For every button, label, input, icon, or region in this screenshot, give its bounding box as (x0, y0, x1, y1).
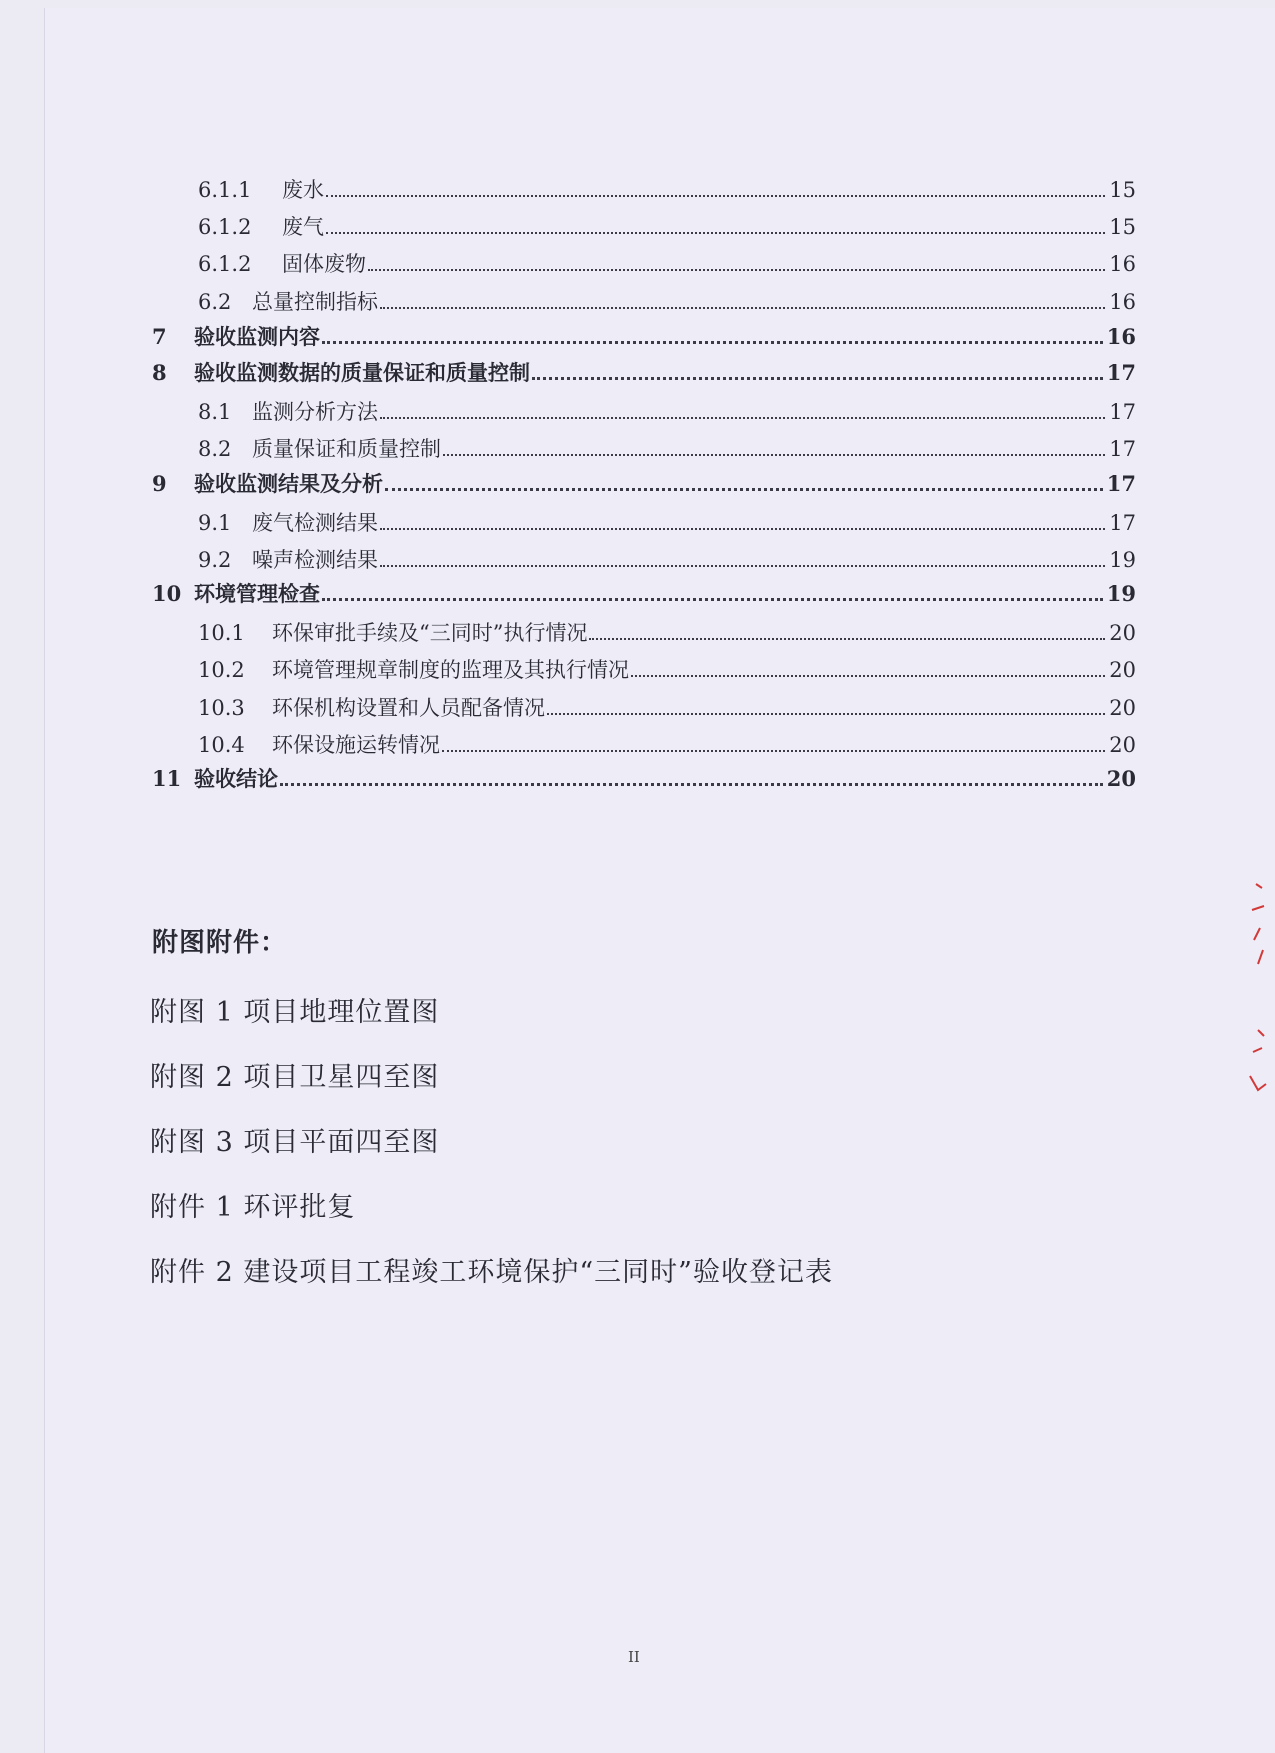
dot-leader (443, 453, 1105, 456)
toc-entry (152, 470, 1136, 498)
toc-entry-title: 废气检测结果 (252, 511, 378, 535)
toc-entry (198, 656, 1136, 684)
toc-entry-page: 15 (1109, 178, 1136, 202)
dot-leader (380, 306, 1105, 309)
dot-leader (532, 376, 1103, 380)
dot-leader (631, 674, 1105, 677)
toc-entry-number: 6.1.1 (198, 178, 252, 202)
toc-entry (198, 546, 1136, 574)
toc-entry-title: 固体废物 (282, 252, 366, 276)
toc-entry-number: 10.2 (198, 658, 245, 682)
dot-leader (380, 564, 1105, 567)
toc-entry-title: 环境管理规章制度的监理及其执行情况 (272, 658, 629, 682)
toc-entry-page: 20 (1109, 658, 1136, 682)
attachment-item: 附图 2 项目卫星四至图 (150, 1062, 440, 1093)
dot-leader (380, 416, 1105, 419)
dot-leader (385, 487, 1103, 491)
toc-entry-page: 19 (1109, 548, 1136, 572)
toc-entry-number: 6.1.2 (198, 252, 252, 276)
attachment-item: 附图 1 项目地理位置图 (150, 997, 440, 1028)
dot-leader (380, 527, 1105, 530)
toc-entry (198, 213, 1136, 241)
toc-entry-title: 验收监测结果及分析 (194, 471, 383, 496)
toc-entry-number: 10.3 (198, 696, 245, 720)
toc-entry (198, 731, 1136, 759)
toc-entry-page: 15 (1109, 215, 1136, 239)
toc-entry-title: 验收监测数据的质量保证和质量控制 (194, 360, 530, 385)
toc-entry-page: 17 (1109, 511, 1136, 535)
toc-entry (198, 435, 1136, 463)
toc-entry (198, 288, 1136, 316)
toc-entry-page: 16 (1106, 324, 1136, 349)
toc-entry-page: 17 (1106, 471, 1136, 496)
toc-entry-number: 6.1.2 (198, 215, 252, 239)
toc-entry-number: 10 (152, 581, 182, 606)
toc-entry-title: 环保设施运转情况 (272, 733, 440, 757)
toc-entry-title: 质量保证和质量控制 (252, 437, 441, 461)
toc-entry-title: 废水 (282, 178, 324, 202)
toc-entry-page: 17 (1109, 400, 1136, 424)
toc-entry-number: 10.1 (198, 621, 245, 645)
toc-entry-title: 环保机构设置和人员配备情况 (272, 696, 545, 720)
dot-leader (326, 231, 1105, 234)
toc-entry (198, 619, 1136, 647)
toc-entry-page: 20 (1109, 621, 1136, 645)
toc-entry-number: 8 (152, 360, 167, 385)
toc-entry-number: 9.2 (198, 548, 232, 572)
attachment-item: 附件 1 环评批复 (150, 1192, 356, 1223)
toc-entry-title: 监测分析方法 (252, 400, 378, 424)
attachment-item: 附图 3 项目平面四至图 (150, 1127, 440, 1158)
dot-leader (322, 340, 1103, 344)
toc-entry-title: 废气 (282, 215, 324, 239)
dot-leader (589, 637, 1105, 640)
dot-leader (547, 712, 1105, 715)
toc-entry-page: 19 (1106, 581, 1136, 606)
toc-entry (198, 509, 1136, 537)
toc-entry-title: 验收结论 (194, 766, 278, 791)
dot-leader (442, 749, 1105, 752)
dot-leader (368, 268, 1105, 271)
toc-entry (152, 765, 1136, 793)
dot-leader (326, 194, 1105, 197)
toc-entry-page: 20 (1109, 696, 1136, 720)
toc-entry (152, 323, 1136, 351)
toc-entry-number: 8.2 (198, 437, 232, 461)
toc-entry-number: 7 (152, 324, 167, 349)
toc-entry-title: 环境管理检查 (194, 581, 320, 606)
dot-leader (280, 782, 1103, 786)
toc-entry-page: 16 (1109, 252, 1136, 276)
toc-entry (198, 250, 1136, 278)
toc-entry-number: 9.1 (198, 511, 232, 535)
toc-entry (198, 694, 1136, 722)
toc-entry-number: 11 (152, 766, 182, 791)
toc-entry (152, 359, 1136, 387)
toc-entry-page: 17 (1106, 360, 1136, 385)
red-stamp-mark (1238, 880, 1268, 1110)
toc-entry-title: 总量控制指标 (252, 290, 378, 314)
toc-entry-number: 9 (152, 471, 167, 496)
toc-entry-page: 20 (1106, 766, 1136, 791)
toc-entry-page: 20 (1109, 733, 1136, 757)
page-number: II (628, 1648, 640, 1666)
toc-entry-title: 噪声检测结果 (252, 548, 378, 572)
toc-entry-number: 8.1 (198, 400, 232, 424)
dot-leader (322, 597, 1103, 601)
attachments-heading: 附图附件： (152, 928, 288, 958)
toc-entry-page: 16 (1109, 290, 1136, 314)
toc-entry-number: 6.2 (198, 290, 232, 314)
toc-entry-number: 10.4 (198, 733, 245, 757)
toc-entry (198, 398, 1136, 426)
toc-entry-title: 环保审批手续及“三同时”执行情况 (272, 621, 588, 645)
toc-entry (152, 580, 1136, 608)
toc-entry-page: 17 (1109, 437, 1136, 461)
toc-entry-title: 验收监测内容 (194, 324, 320, 349)
toc-entry (198, 176, 1136, 204)
attachment-item: 附件 2 建设项目工程竣工环境保护“三同时”验收登记表 (150, 1257, 833, 1288)
